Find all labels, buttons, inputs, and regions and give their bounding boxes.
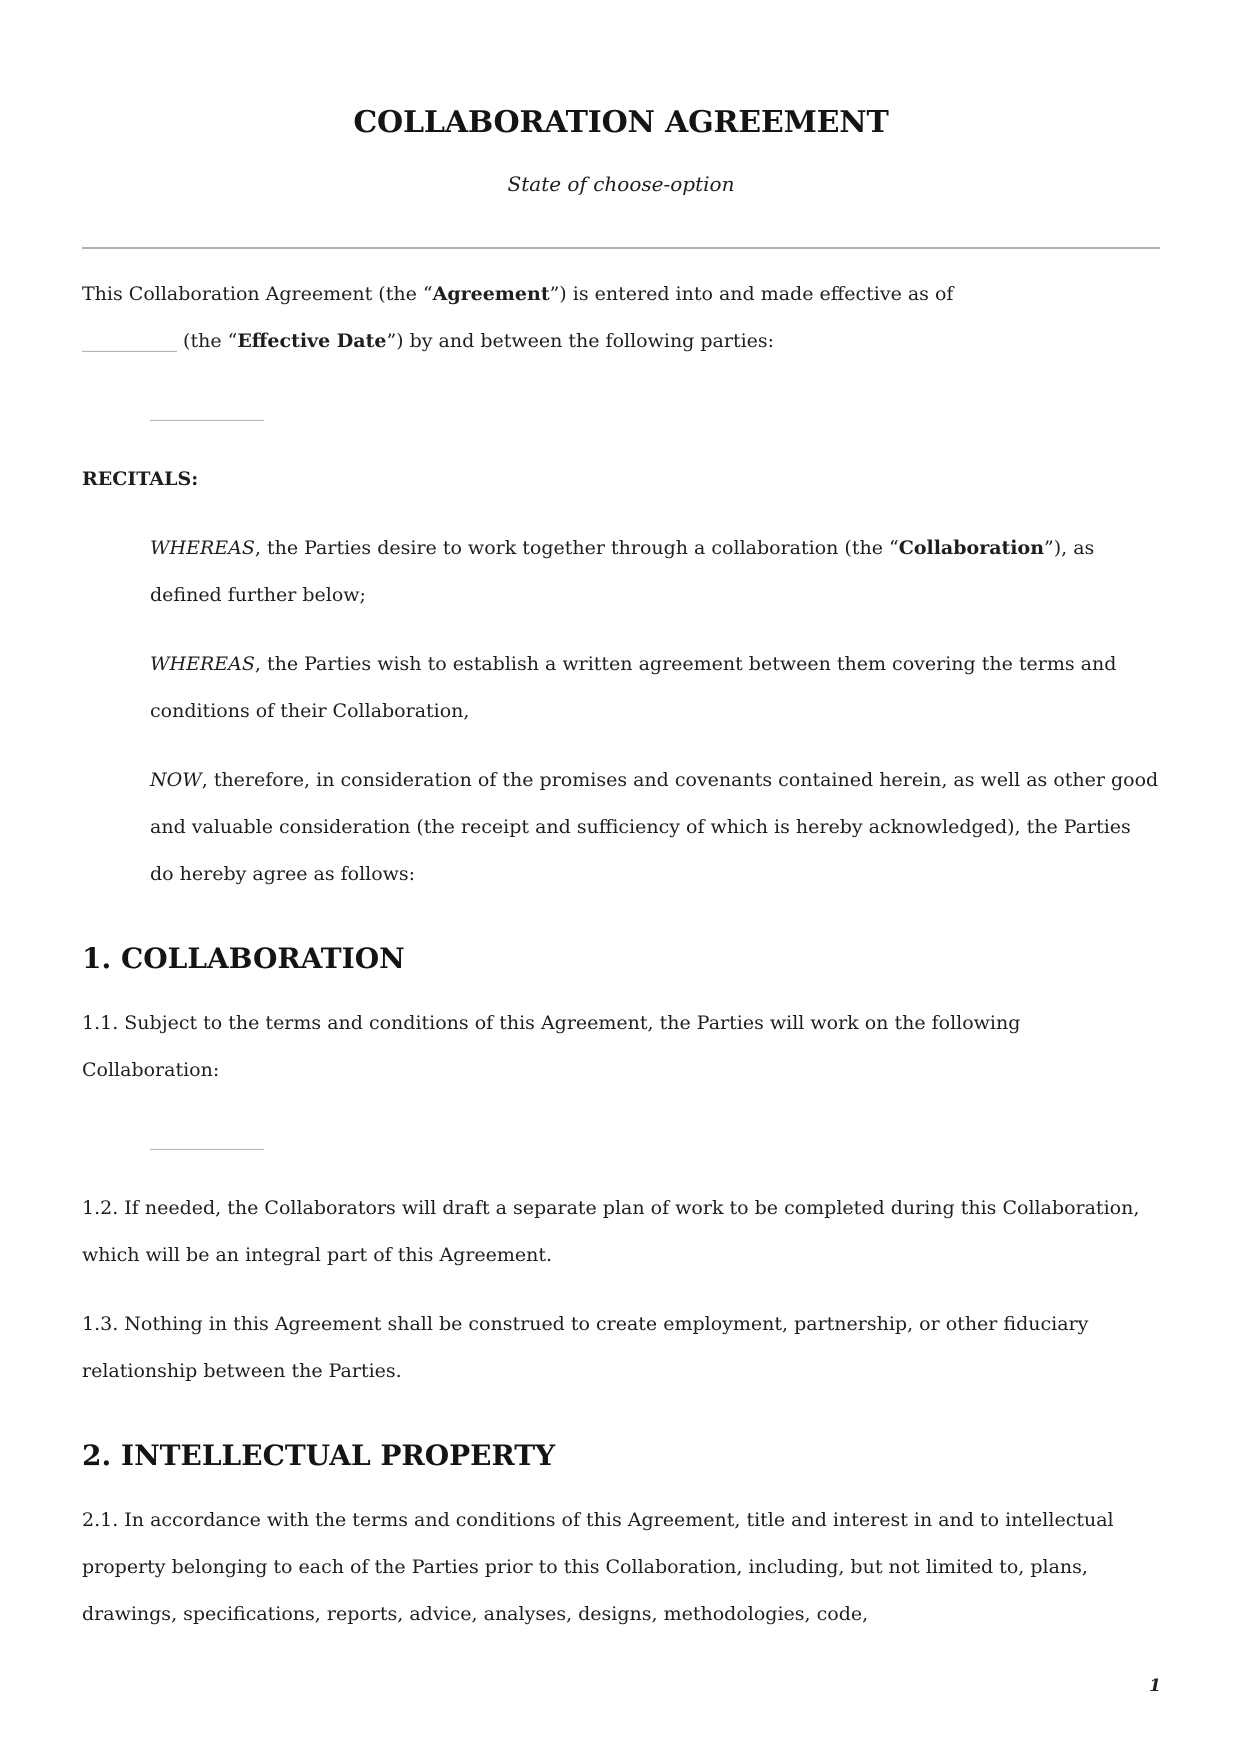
recitals-heading: RECITALS: bbox=[82, 468, 199, 490]
now-text: , therefore, in consideration of the promises and covenants contained herein, as well as other good and valuable consideration (the receipt and sufficiency of which is hereby acknowledged), the Parties do hereby agree as follows: bbox=[150, 769, 1159, 885]
document-title: COLLABORATION AGREEMENT bbox=[353, 105, 889, 140]
whereas-1-text-1: , the Parties desire to work together through a collaboration (the “ bbox=[254, 537, 899, 559]
party-blank-row bbox=[150, 387, 1160, 434]
whereas-2-text: , the Parties wish to establish a written agreement between them covering the terms and conditions of their Collaboration, bbox=[150, 653, 1117, 722]
document-subtitle: State of choose-option bbox=[507, 172, 735, 196]
section-1-heading: 1. COLLABORATION bbox=[82, 942, 405, 975]
clause-1-1: 1.1. Subject to the terms and conditions of this Agreement, the Parties will work on the following Collaboration: bbox=[82, 1012, 1021, 1081]
intro-text-2: ”) is entered into and made effective as of bbox=[549, 283, 954, 305]
intro-text-1: This Collaboration Agreement (the “ bbox=[82, 283, 433, 305]
now-lead: NOW bbox=[150, 769, 202, 791]
intro-text-3: (the “ bbox=[177, 330, 238, 352]
clause-2-1: 2.1. In accordance with the terms and conditions of this Agreement, title and interest in and to intellectual property belonging to each of the Parties prior to this Collaboration, including, but not limited to, plans, drawings, specifications, reports, advice, analyses, designs, methodologies, code, bbox=[82, 1509, 1114, 1625]
now-therefore-clause bbox=[150, 757, 1160, 898]
section-2-heading: 2. INTELLECTUAL PROPERTY bbox=[82, 1439, 556, 1472]
clause-1-3: 1.3. Nothing in this Agreement shall be construed to create employment, partnership, or other fiduciary relationship between the Parties. bbox=[82, 1313, 1089, 1382]
effective-date-blank[interactable]: __________ bbox=[82, 330, 177, 352]
collaboration-blank-row bbox=[150, 1116, 1160, 1163]
whereas-1-text-2: ”), as defined further below; bbox=[150, 537, 1095, 606]
party-name-blank[interactable]: ____________ bbox=[150, 399, 264, 421]
whereas-1-lead: WHEREAS bbox=[150, 537, 255, 559]
agreement-term: Agreement bbox=[432, 283, 550, 305]
clause-1-2: 1.2. If needed, the Collaborators will draft a separate plan of work to be completed during this Collaboration, which will be an integral part of this Agreement. bbox=[82, 1197, 1140, 1266]
page-number: 1 bbox=[1149, 1676, 1161, 1696]
effective-date-term: Effective Date bbox=[237, 330, 387, 352]
whereas-clause-1 bbox=[150, 525, 1160, 619]
intro-paragraph bbox=[82, 271, 1160, 365]
collaboration-term: Collaboration bbox=[898, 537, 1045, 559]
intro-text-4: ”) by and between the following parties: bbox=[386, 330, 775, 352]
whereas-2-lead: WHEREAS bbox=[150, 653, 255, 675]
whereas-clause-2 bbox=[150, 641, 1160, 735]
collaboration-description-blank[interactable]: ____________ bbox=[150, 1128, 264, 1150]
title-divider bbox=[82, 247, 1160, 249]
